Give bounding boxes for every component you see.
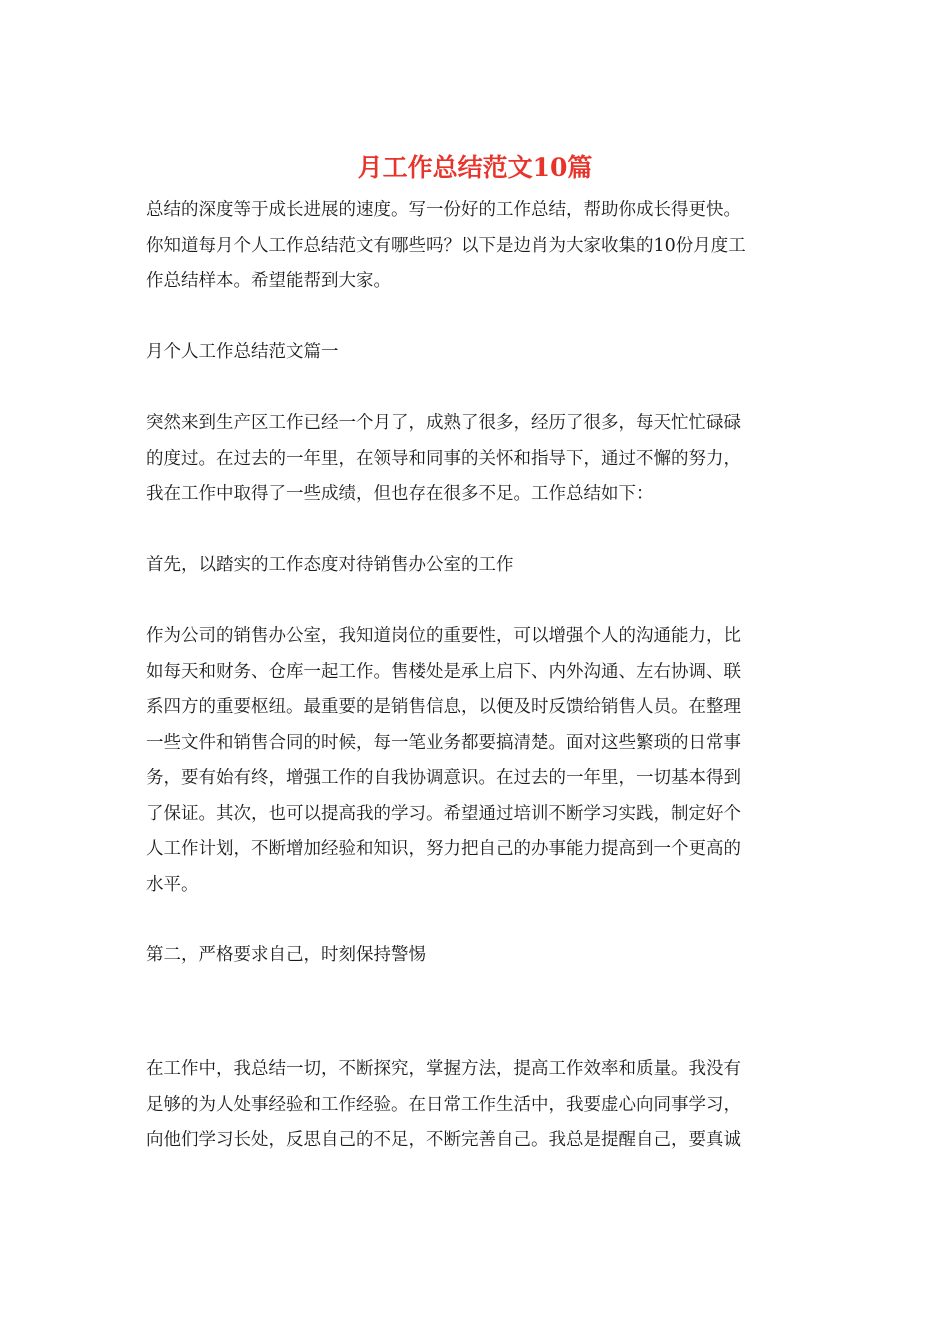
text-line: 如每天和财务、仓库一起工作。售楼处是承上启下、内外沟通、左右协调、联 [146,661,741,682]
text-line: 了保证。其次，也可以提高我的学习。希望通过培训不断学习实践，制定好个 [146,803,741,824]
point-2-heading [146,938,806,974]
document-title: 月工作总结范文10篇 [357,153,593,182]
text-line: 我在工作中取得了一些成绩，但也存在很多不足。工作总结如下： [146,484,654,504]
text-line: 在工作中，我总结一切，不断探究，掌握方法，提高工作效率和质量。我没有 [146,1059,741,1079]
intro-paragraph [146,193,806,300]
text-line: 务，要有始有终，增强工作的自我协调意识。在过去的一年里，一切基本得到 [146,768,741,788]
point-1-heading [146,548,806,584]
text-line: 向他们学习长处，反思自己的不足，不断完善自己。我总是提醒自己，要真诚 [146,1130,741,1150]
paragraph-2 [146,619,806,903]
section-heading [146,335,806,371]
text-line: 系四方的重要枢纽。最重要的是销售信息，以便及时反馈给销售人员。在整理 [146,697,741,717]
text-line: 的度过。在过去的一年里，在领导和同事的关怀和指导下，通过不懈的努力， [146,448,741,469]
text-line: 月个人工作总结范文篇一 [146,342,339,362]
paragraph-1 [146,406,806,513]
text-line: 一些文件和销售合同的时候，每一笔业务都要搞清楚。面对这些繁琐的日常事 [146,732,741,753]
text-line: 作为公司的销售办公室，我知道岗位的重要性，可以增强个人的沟通能力，比 [146,626,741,646]
text-line: 水平。 [146,874,199,895]
text-line: 首先，以踏实的工作态度对待销售办公室的工作 [146,555,514,575]
text-line: 总结的深度等于成长进展的速度。写一份好的工作总结，帮助你成长得更快。 [146,200,741,220]
text-line: 人工作计划，不断增加经验和知识，努力把自己的办事能力提高到一个更高的 [146,839,741,859]
text-line: 作总结样本。希望能帮到大家。 [146,271,391,291]
paragraph-3 [146,1052,806,1159]
text-line: 足够的为人处事经验和工作经验。在日常工作生活中，我要虚心向同事学习， [146,1094,741,1115]
text-line: 你知道每月个人工作总结范文有哪些吗？以下是边肖为大家收集的10份月度工 [146,235,746,256]
text-line: 第二，严格要求自己，时刻保持警惕 [146,945,426,965]
text-line: 突然来到生产区工作已经一个月了，成熟了很多，经历了很多，每天忙忙碌碌 [146,413,741,433]
